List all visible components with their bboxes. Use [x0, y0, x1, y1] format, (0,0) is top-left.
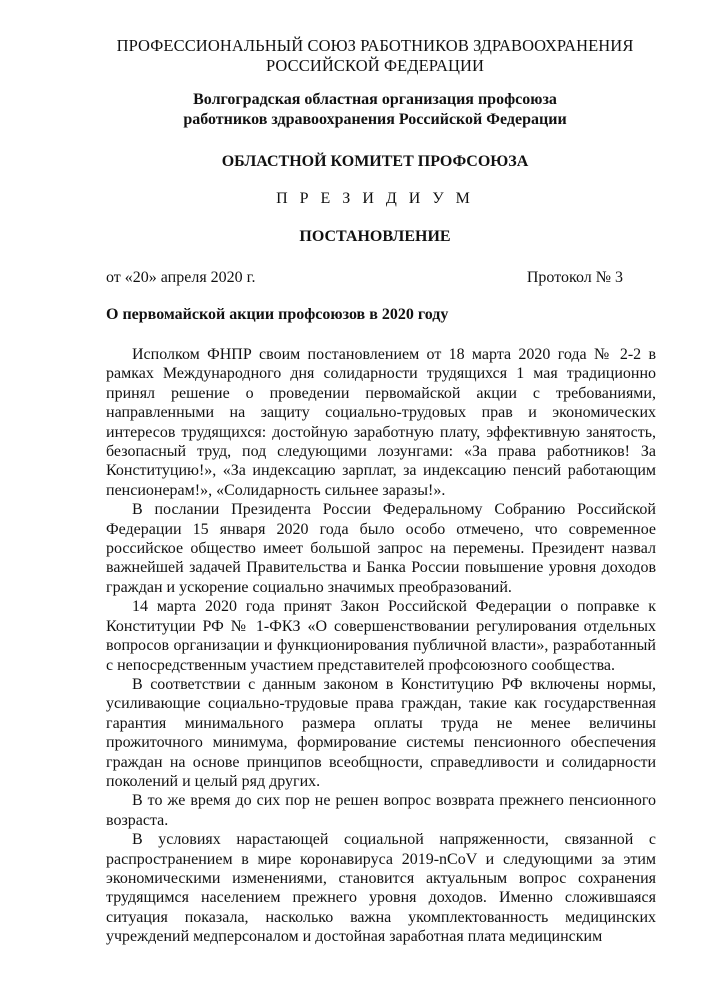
organization-name	[60, 90, 690, 130]
document-type-heading: ПОСТАНОВЛЕНИЕ	[299, 228, 451, 245]
document-body	[106, 345, 656, 947]
union-name-line-1: ПРОФЕССИОНАЛЬНЫЙ СОЮЗ РАБОТНИКОВ ЗДРАВООХРАНЕНИЯ	[116, 36, 634, 55]
union-name-line-2: РОССИЙСКОЙ ФЕДЕРАЦИИ	[265, 56, 485, 75]
organization-name-line-2: работников здравоохранения Российской Федерации	[183, 111, 567, 128]
organization-name-line-1: Волгоградская областная организация профсоюза	[193, 91, 557, 108]
paragraph: В условиях нарастающей социальной напряженности, связанной с распространением в мире коронавируса 2019-nCoV и следующими за этим экономическими изменениями, становится актуальным вопрос сохранения трудящимся населением прежнего уровня доходов. Именно сложившаяся ситуация показала, насколько важна укомплектованность медицинских учреждений медперсоналом и достойная заработная плата медицинским	[106, 831, 656, 946]
committee-heading: ОБЛАСТНОЙ КОМИТЕТ ПРОФСОЮЗА	[221, 153, 529, 170]
paragraph: 14 марта 2020 года принят Закон Российской Федерации о поправке к Конституции РФ № 1-ФКЗ «О совершенствовании регулирования отдельных вопросов организации и функционирования публичной власти», разработанный с непосредственным участием представителей профсоюзного сообщества.	[106, 598, 656, 674]
union-name	[60, 36, 690, 76]
paragraph: В то же время до сих пор не решен вопрос возврата прежнего пенсионного возраста.	[106, 792, 656, 829]
paragraph: В соответствии с данным законом в Конституцию РФ включены нормы, усиливающие социально-трудовые права граждан, такие как государственная гарантия минимального размера оплаты труда не менее величины прожиточного минимума, формирование системы пенсионного обеспечения граждан на основе принципов всеобщности, справедливости и солидарности поколений и целый ряд других.	[106, 675, 656, 790]
document-meta	[106, 269, 623, 287]
document-subject: О первомайской акции профсоюзов в 2020 году	[106, 306, 449, 323]
paragraph: В послании Президента России Федеральному Собранию Российской Федерации 15 января 2020 года было особо отмечено, что современное российское общество имеет большой запрос на перемены. Президент назвал важнейшей задачей Правительства и Банка России повышение уровня доходов граждан и ускорение социально значимых преобразований.	[106, 501, 656, 596]
paragraph: Исполком ФНПР своим постановлением от 18 марта 2020 года № 2-2 в рамках Международного дня солидарности трудящихся 1 мая традиционно принял решение о проведении первомайской акции с требованиями, направленными на защиту социально-трудовых прав и экономических интересов трудящихся: достойную заработную плату, эффективную занятость, безопасный труд, под следующими лозунгами: «За права работников! За Конституцию!», «За индексацию зарплат, за индексацию пенсий работающим пенсионерам!», «Солидарность сильнее заразы!».	[106, 346, 656, 499]
presidium-heading: П Р Е З И Д И У М	[276, 190, 474, 207]
document-date: от «20» апреля 2020 г.	[106, 269, 256, 286]
protocol-number: Протокол № 3	[526, 269, 623, 286]
